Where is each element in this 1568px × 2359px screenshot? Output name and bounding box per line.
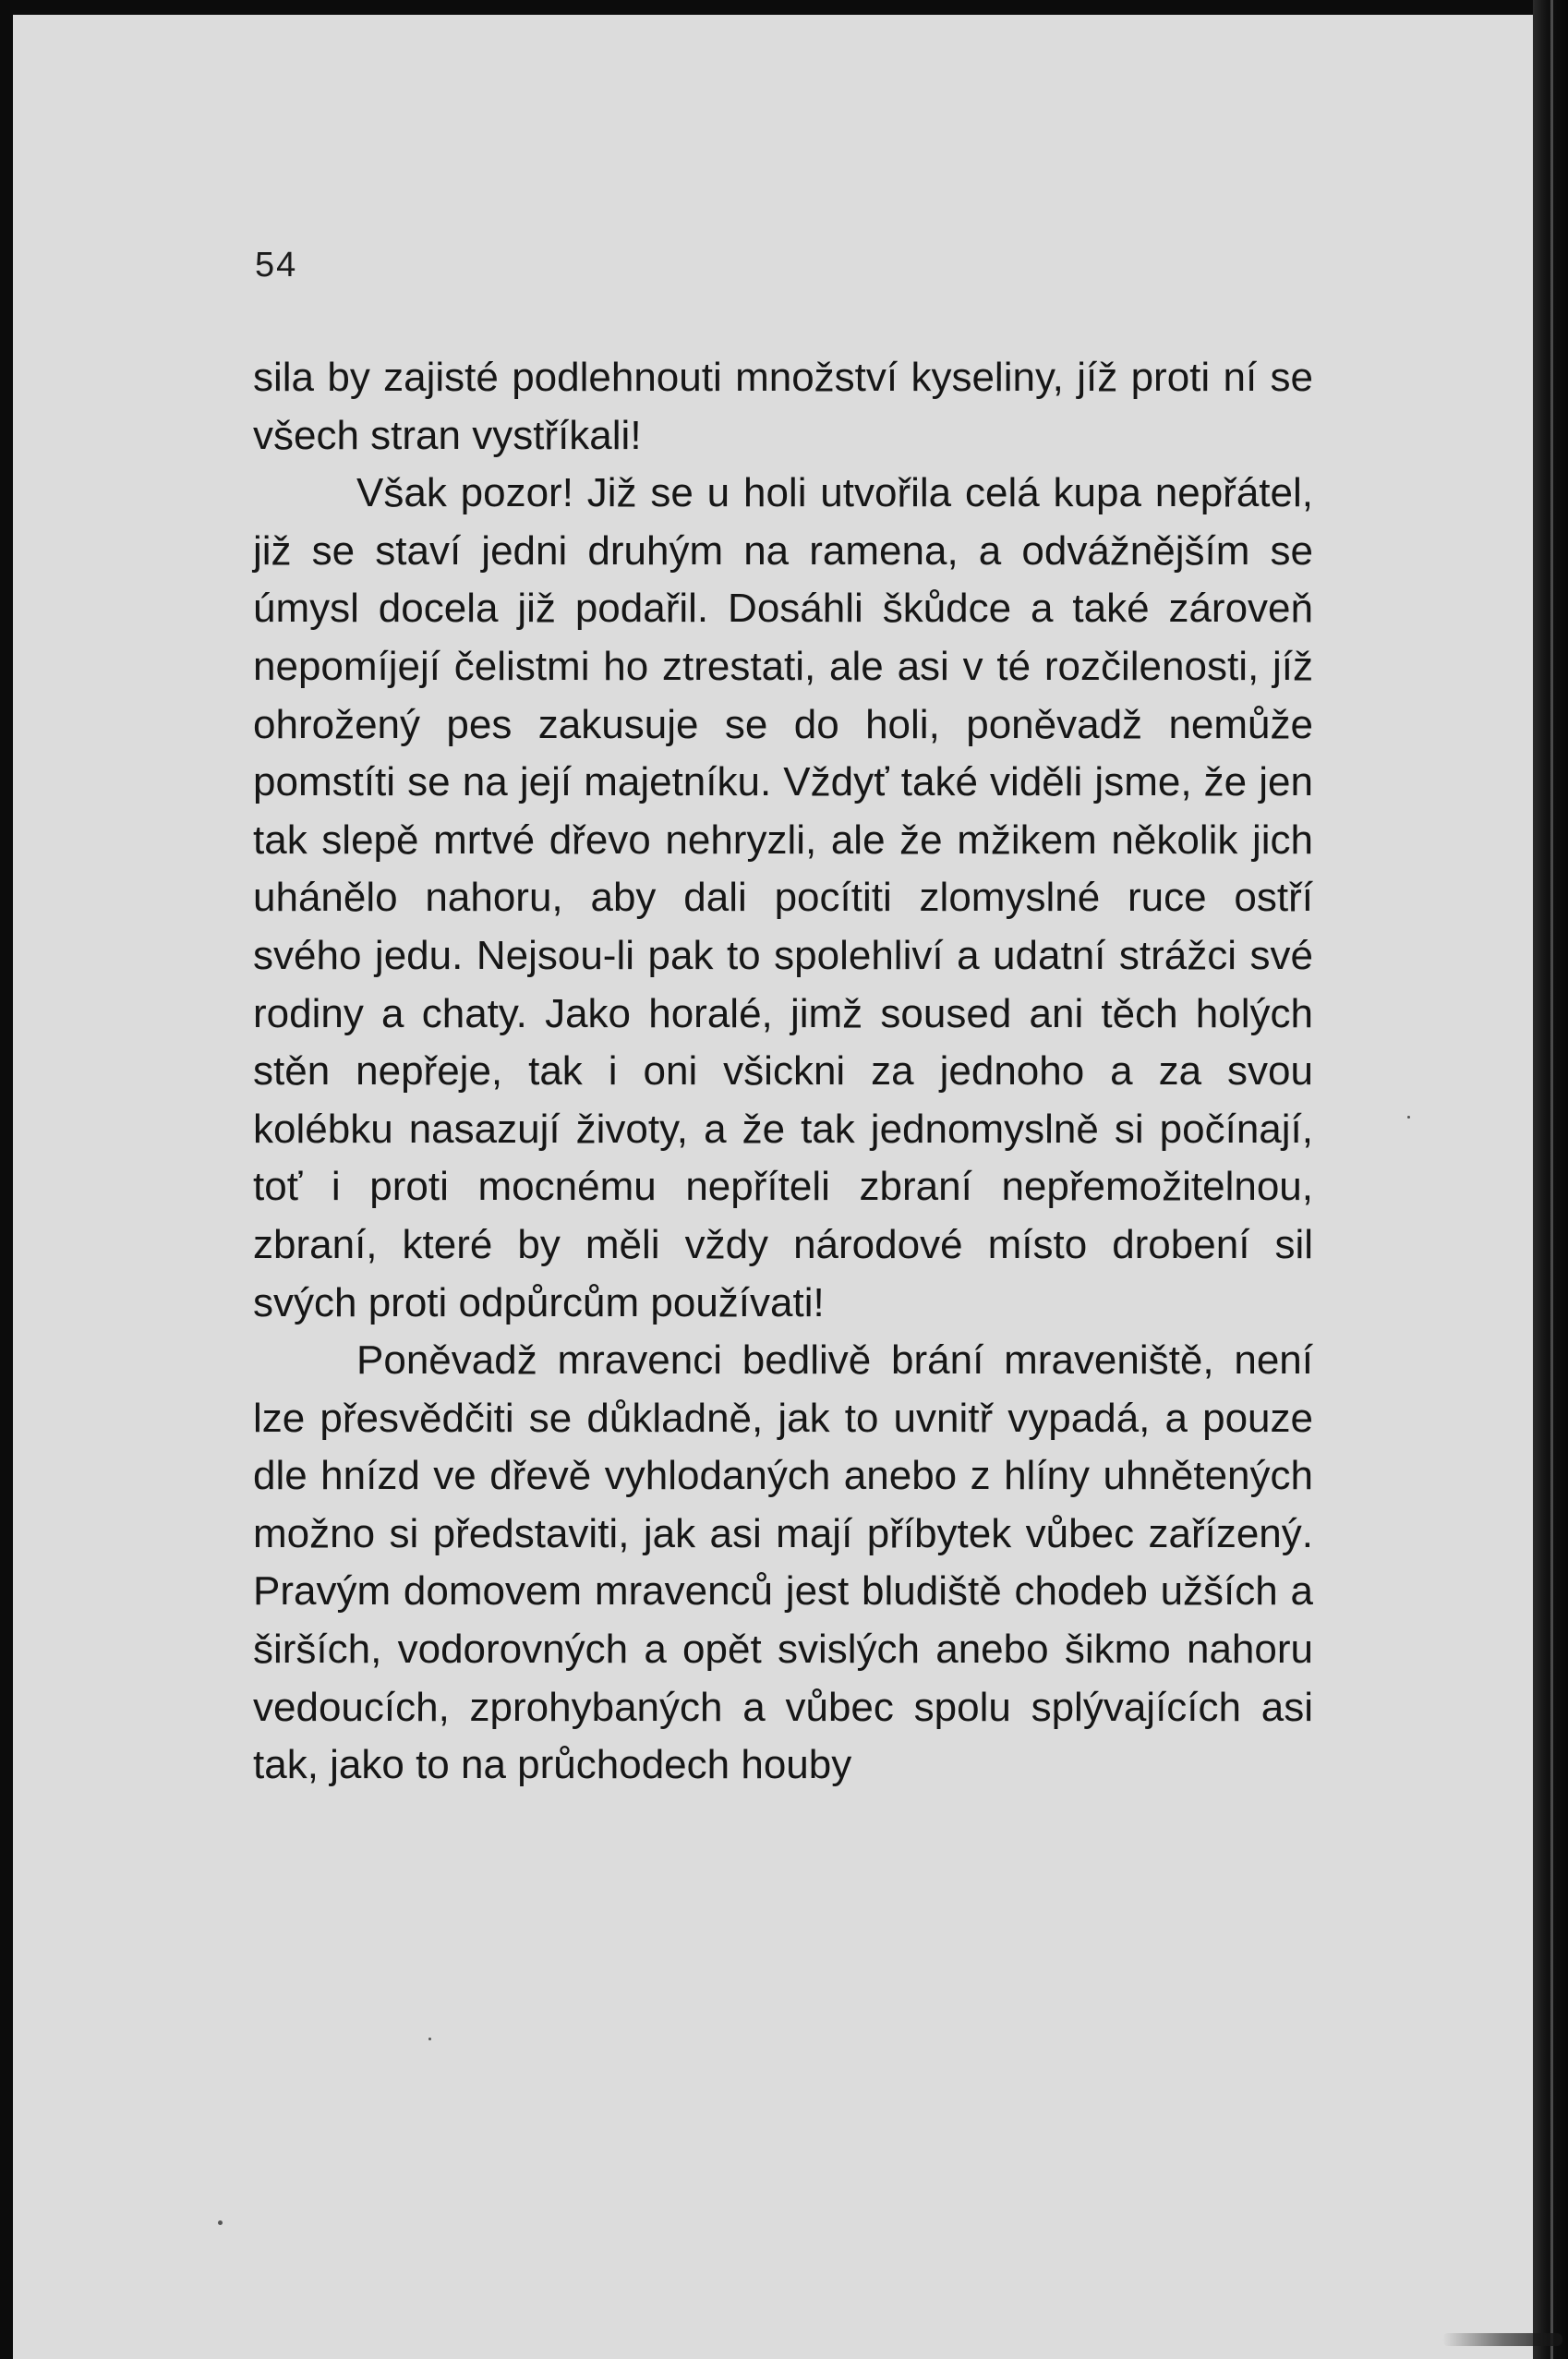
book-spine-edge [1533, 0, 1568, 2359]
corner-smudge [1442, 2333, 1562, 2346]
body-text [253, 349, 1313, 1795]
paragraph-continuation: sila by zajisté podlehnouti množství kyseliny, jíž proti ní se všech stran vystříkali! [253, 355, 1313, 458]
paper-speck [428, 2038, 431, 2040]
edge-stripe [1550, 0, 1553, 2359]
paper-speck [1407, 1116, 1410, 1119]
paper-speck [218, 2220, 223, 2225]
paragraph-ant-nest: Poněvadž mravenci bedlivě brání mraveniště, není lze přesvědčiti se důkladně, jak to uvnitř vypadá, a pouze dle hnízd ve dřevě vyhlodaných anebo z hlíny uhnětených možno si představiti, jak asi mají příbytek vůbec zařízený. Pravým domovem mravenců jest bludiště chodeb užších a širších, vodorovných a opět svislých anebo šikmo nahoru vedoucích, zprohybaných a vůbec spolu splývajících asi tak, jako to na průchodech houby [253, 1337, 1313, 1788]
paragraph-ant-defense: Však pozor! Již se u holi utvořila celá kupa nepřátel, již se staví jedni druhým na ramena, a odvážnějším se úmysl docela již podařil. Dosáhli škůdce a také zároveň nepomíjejí čelistmi ho ztrestati, ale asi v té rozčilenosti, jíž ohrožený pes zakusuje se do holi, poněvadž nemůže pomstíti se na její majetníku. Vždyť také viděli jsme, že jen tak slepě mrtvé dřevo nehryzli, ale že mžikem několik jich uhánělo nahoru, aby dali pocítiti zlomyslné ruce ostří svého jedu. Nejsou-li pak to spolehliví a udatní strážci své rodiny a chaty. Jako horalé, jimž soused ani těch holých stěn nepřeje, tak i oni všickni za jednoho a za svou kolébku nasazují životy, a že tak jednomyslně si počínají, toť i proti mocnému nepříteli zbraní nepřemožitelnou, zbraní, které by měli vždy národové místo drobení sil svých proti odpůrcům používati! [253, 470, 1313, 1325]
page-number: 54 [255, 246, 298, 284]
book-page [13, 15, 1533, 2359]
